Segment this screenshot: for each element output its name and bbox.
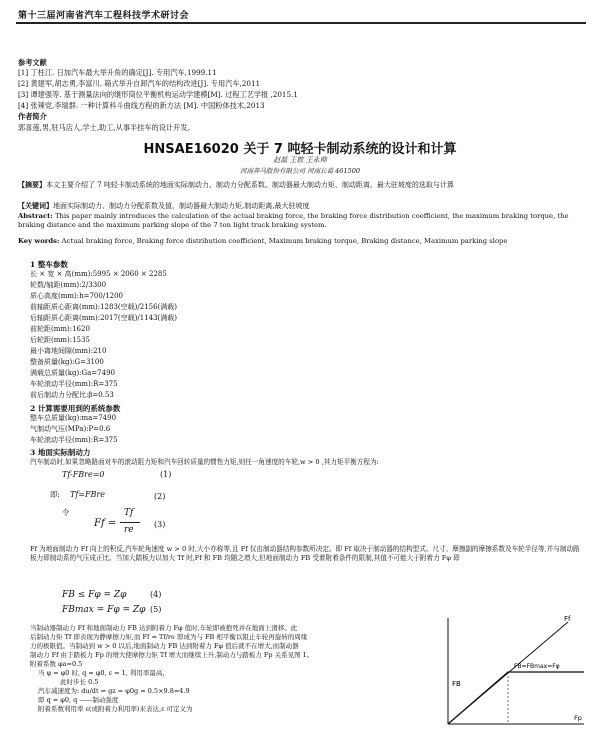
section3-paragraph: Ff 为地面制动力 Ff 向上的积反,汽车轮角速度 w > 0 时,大小亦称等,且 Ff 仅由制动器结构参数所决定。即 Ff 取决于制动器的结构型式、尺寸、摩擦副的摩擦系数及车轮半径等,并与制动路板力即制动系的气压成正比。当加大踏板力以加大 Tf 时,Ff 和 FB 均随之增大,但地面制动力 FB 受着附着条件的限制,其值不可能大于附着力 Fφ 即 — [30, 545, 580, 562]
param-row: 最小离地间隙(mm):210 — [30, 347, 107, 355]
abstract-cn-label: 【摘要】 — [18, 180, 46, 189]
reference-item: [2] 黄建军,胡志勇,李富川. 箱式举升自卸汽车的结构改进[J]. 专用汽车,2011 — [18, 79, 261, 88]
fb-label: FB — [452, 680, 461, 688]
text-line: 此时步长 0.5 — [60, 678, 99, 686]
references-heading: 参考文献 — [18, 58, 47, 67]
reference-item: [4] 张辣党,李瑞群. 一种计算科斗曲线方程的新方法 [M]. 中国粉体技术,2013 — [18, 101, 265, 110]
header-rule — [16, 22, 586, 24]
abstract-en-text: This paper mainly introduces the calculation of the actual braking force, the braking force distribution coefficient, the maximum braking torque, the braking distance and the maximum parking slope of the 7 ton light truck braking system. — [18, 212, 569, 229]
abstract-cn-text: 本文主要介绍了 7 吨轻卡制动系统的地面实际制动力、制动力分配系数、制动器最大制动力矩、制动距离、最大驻坡度的选取与计算 — [46, 181, 454, 189]
equation-1-number: (1) — [160, 470, 172, 479]
equation-3-denominator: re — [124, 525, 134, 535]
equation-1: Tf-FBre=0 — [62, 470, 105, 479]
param-row: 满载总质量(kg):Ga=7490 — [30, 369, 115, 377]
param-row: 前轮距(mm):1620 — [30, 325, 90, 333]
equation-2: Tf=FBre — [70, 490, 105, 499]
text-line: 即 q = φ0, q ——制动强度 — [38, 696, 119, 704]
abstract-cn — [18, 180, 584, 190]
text-line: 后制动力矩 Tf 即表现为静摩擦力矩,而 Ff = Tf/re 即成为与 FB 相平衡以阻止车轮再旋转的周缘 — [30, 633, 308, 641]
param-row: 前后制动力分配比:β=0.53 — [30, 391, 114, 399]
text-line: 汽车减速度为: du/dt = gz = φ0g = 0.5×9.8=4.9 — [38, 687, 190, 695]
reference-item: [3] 谭建强等. 基于测量法向的继形筒位平衡机构运动学建模[M]. 过程工艺学报 ,2015.1 — [18, 90, 298, 99]
abstract-en — [18, 212, 584, 230]
fraction-bar — [120, 522, 140, 523]
equation-4-number: (4) — [150, 590, 162, 599]
ff-label: Ff — [564, 615, 571, 623]
param-row: 车轮滚动半径(mm):R=375 — [30, 380, 118, 388]
author-intro-heading: 作者简介 — [18, 112, 47, 121]
keywords-cn-label: 【关键词】 — [18, 201, 53, 210]
param-row: 车轮滚动半径(mm):R=375 — [30, 436, 118, 444]
section3-heading: 3 地面实际制动力 — [30, 448, 91, 457]
equation-3-numerator: Tf — [124, 508, 134, 518]
text-line: 当 φ = φ0 时, q = φ0, ε = 1, 利用率最高, — [38, 669, 165, 677]
section1-heading: 1 整车参数 — [30, 260, 68, 269]
keywords-cn — [18, 201, 584, 211]
article-title: HNSAE16020 关于 7 吨轻卡制动系统的设计和计算 — [143, 142, 457, 157]
keywords-en-label: Key words: — [18, 237, 60, 245]
param-row: 整车总质量(kg):ma=7490 — [30, 414, 117, 422]
param-row: 轮数/轴距(mm):2/3300 — [30, 281, 107, 289]
fb-line — [448, 672, 584, 724]
param-row: 前轴距质心距离(mm):1283(空载)/2156(满载) — [30, 303, 178, 311]
section3-intro: 汽车制动时,如果忽略路面对车的滚动阻力矩和汽车回转质量的惯性力矩,则任一角速度的车轮,w > 0 ,其力矩平衡方程为: — [30, 458, 379, 466]
text-line: 力的极限值。当制动到 w > 0 以后,地面制动力 FB 达到附着力 Fφ 值后就不在增大,而制动器 — [30, 642, 299, 650]
keywords-cn-text: 地面实际制动力、制动力分配系数及值、制动器最大制动力矩,制动距离,最大驻坡度 — [53, 202, 310, 210]
equation-3-number: (3) — [154, 520, 166, 529]
text-line: 制动力 Ff 由于踏板力 Fp 的增大使摩擦力矩 Tf 增大而继续上升,制动力与踏板力 Fp 关系见图 1。 — [30, 651, 314, 659]
equation-5-number: (5) — [150, 605, 162, 614]
fp-label: Fp — [574, 714, 582, 722]
section3-paragraph-2 — [30, 624, 440, 714]
equation-3-prefix: 令 — [62, 508, 70, 517]
equation-2-prefix: 即: — [50, 490, 60, 499]
keywords-en-text: Actual braking force, Braking force distribution coefficient, Maximum braking torque, Braking distance, Maximum parking slope — [61, 237, 508, 245]
param-row: 整备质量(kg):G=3100 — [30, 358, 104, 366]
param-row: 后轴距质心距离(mm):2017(空载)/1143(满载) — [30, 314, 178, 322]
abstract-en-label: Abstract: — [18, 212, 53, 220]
article-affiliation: 河南奔马股份有限公司 河南长葛 461500 — [240, 167, 360, 175]
section2-heading: 2 计算需要用到的系统参数 — [30, 404, 121, 413]
param-row: 气制动气压(MPa):P=0.6 — [30, 425, 111, 433]
param-row: 后轮距(mm):1535 — [30, 336, 90, 344]
equation-4: FB ≤ Fφ = Zφ — [62, 590, 127, 600]
article-authors: 赵磊 王敦 王永帅 — [273, 156, 327, 164]
text-line: 附着系数 φa=0.5 — [30, 660, 83, 668]
author-intro: 郭喜莲,男,驻马店人,学士,助工,从事半挂车的设计开发。 — [18, 123, 195, 132]
param-row: 质心高度(mm):h=700/1200 — [30, 292, 124, 300]
keywords-en — [18, 237, 584, 246]
reference-item: [1] 丁柱江. 日加汽车最大举升角的确定[J]. 专用汽车,1999.11 — [18, 68, 217, 77]
text-line: 附着系数利用率 ε(或附着力利用率)来表达,ε 可定义为 — [38, 705, 193, 713]
text-line: 当制动器制动力 Ff 和地面制动力 FB 达到附着力 Fφ 值时,车轮即被抱死并在地面上滑移。此 — [30, 624, 298, 632]
fb-max-formula: FB=FBmax=Fφ — [514, 663, 560, 670]
param-row: 长 × 宽 × 高(mm):5995 × 2060 × 2285 — [30, 270, 167, 278]
equation-5: FBmax = Fφ = Zφ — [62, 605, 146, 615]
running-header: 第十三届河南省汽车工程科技学术研讨会 — [18, 11, 190, 21]
equation-2-number: (2) — [154, 492, 166, 501]
equation-3-lhs: Ff = — [94, 518, 117, 529]
figure-1-diagram — [440, 612, 590, 732]
